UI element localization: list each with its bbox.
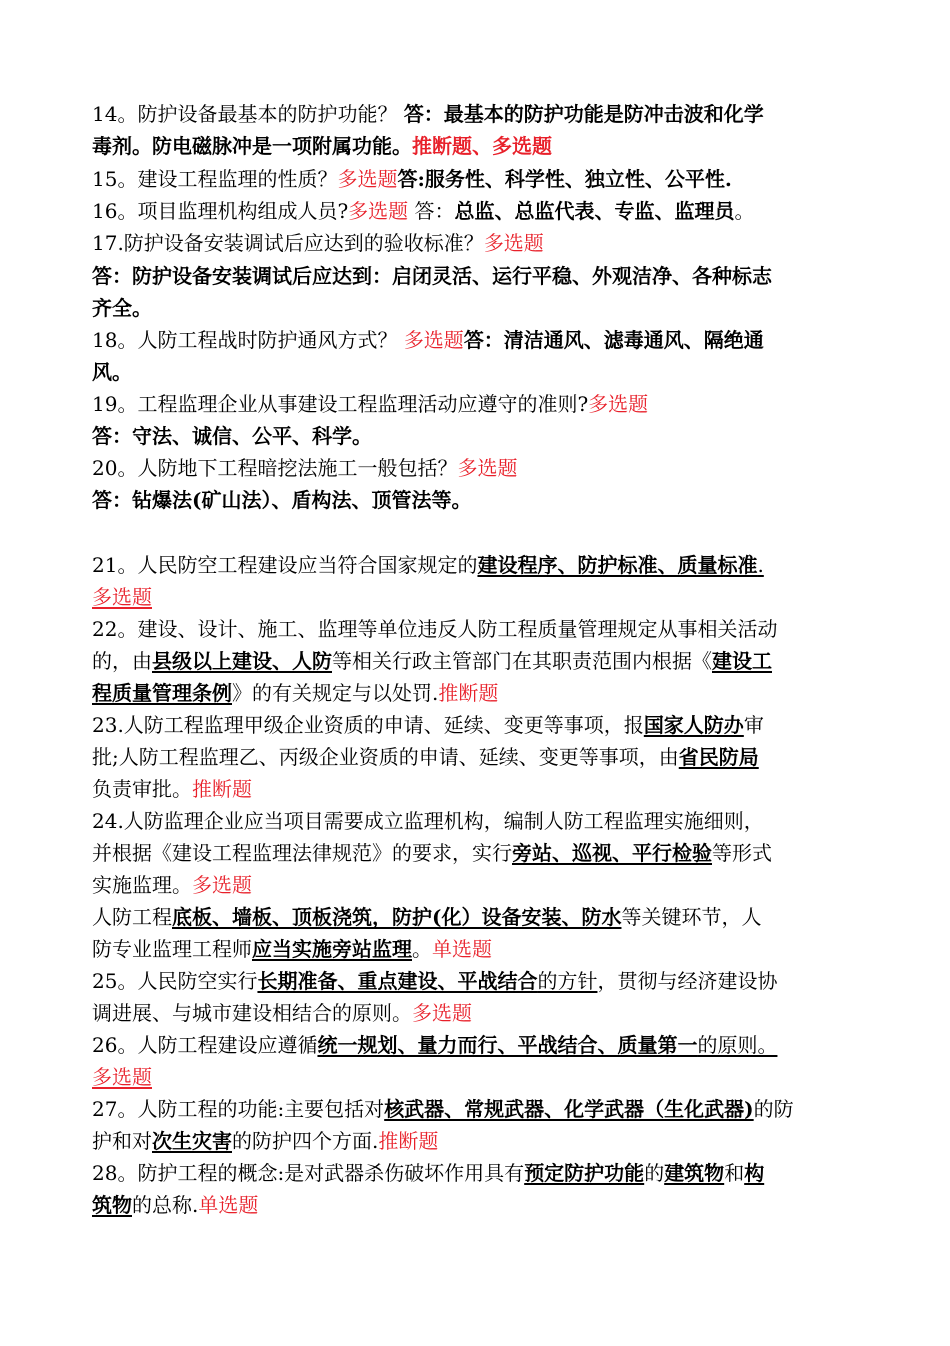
question-type-label: 多选题: [457, 456, 518, 480]
text-segment: 19。工程监理企业从事建设工程监理活动应遵守的准则?: [92, 392, 589, 416]
text-segment: 底板、墙板、顶板浇筑，防护(化）设备安装、防水: [172, 905, 622, 929]
text-line: [92, 1061, 872, 1093]
text-line: [92, 1125, 872, 1157]
text-segment: 的: [644, 1161, 665, 1185]
question-type-label: 推断题: [192, 777, 252, 801]
text-segment: 答：防护设备安装调试后应达到：启闭灵活、运行平稳、外观洁净、各种标志: [92, 264, 772, 288]
text-line: [92, 484, 872, 516]
text-segment: 17.防护设备安装调试后应达到的验收标准？: [92, 231, 484, 255]
text-segment: 答：清洁通风、滤毒通风、隔绝通: [463, 328, 764, 352]
text-segment: 毒剂。防电磁脉冲是一项附属功能。: [92, 134, 412, 158]
text-segment: 的防: [753, 1097, 794, 1121]
text-segment: 人防工程: [92, 905, 172, 929]
text-line: [92, 869, 872, 901]
text-segment: 预定防护功能: [524, 1161, 645, 1185]
question-type-label: 推断题: [438, 681, 499, 705]
text-segment: 长期准备、重点建设、平战结合: [257, 969, 538, 993]
question-type-label: 多选题: [412, 1001, 472, 1025]
text-segment: 建设程序、防护标准、质量标准: [477, 553, 758, 577]
question-type-label: 多选题: [92, 585, 152, 609]
text-segment: 。: [412, 937, 432, 961]
text-segment: 县级以上建设、人防: [152, 649, 332, 673]
text-line: [92, 388, 872, 420]
question-type-label: 多选题: [588, 392, 649, 416]
text-line: [92, 195, 872, 227]
text-segment: 建筑物: [664, 1161, 725, 1185]
text-segment: 总监、总监代表、专监、监理员: [454, 199, 735, 223]
text-segment: 核武器、常规武器、化学武器（生化武器): [384, 1097, 754, 1121]
text-segment: 》的有关规定与以处罚.: [232, 681, 439, 705]
text-line: [92, 933, 872, 965]
text-line: [92, 741, 872, 773]
text-segment: 答：: [408, 199, 455, 223]
text-line: [92, 227, 872, 259]
text-line: [92, 581, 872, 613]
question-type-label: 单选题: [198, 1193, 259, 1217]
text-segment: 风。: [92, 360, 132, 384]
text-segment: 22。建设、设计、施工、监理等单位违反人防工程质量管理规定从事相关活动: [92, 617, 778, 641]
text-segment: 26。人防工程建设应遵循: [92, 1033, 318, 1057]
question-type-label: 多选题: [348, 199, 409, 223]
question-type-label: 单选题: [432, 937, 492, 961]
text-segment: 推断题、多选题: [412, 134, 552, 158]
text-segment: 等形式: [712, 841, 772, 865]
text-segment: 建设工: [712, 649, 772, 673]
text-line: [92, 260, 872, 292]
text-line: [92, 645, 872, 677]
text-line: [92, 292, 872, 324]
text-line: [92, 773, 872, 805]
text-line: [92, 420, 872, 452]
text-segment: 护和对: [92, 1129, 152, 1153]
text-segment: 的原则。: [697, 1033, 778, 1057]
text-segment: 批;人防工程监理乙、丙级企业资质的申请、延续、变更等事项，由: [92, 745, 679, 769]
text-segment: 。: [734, 199, 755, 223]
text-segment: 23.人防工程监理甲级企业资质的申请、延续、变更等事项，报: [92, 713, 644, 737]
text-segment: 答：钻爆法(矿山法）、盾构法、顶管法等。: [92, 488, 472, 512]
text-segment: 15。建设工程监理的性质？: [92, 167, 338, 191]
text-line: [92, 163, 872, 195]
text-segment: 16。项目监理机构组成人员?: [92, 199, 349, 223]
text-segment: 的总称.: [132, 1193, 199, 1217]
text-segment: 的，由: [92, 649, 152, 673]
text-segment: 14。防护设备最基本的防护功能？: [92, 102, 404, 126]
question-type-label: 多选题: [483, 231, 544, 255]
question-type-label: 多选题: [337, 167, 398, 191]
question-type-label: 多选题: [403, 328, 464, 352]
text-segment: 构: [744, 1161, 765, 1185]
text-line: [92, 837, 872, 869]
question-type-label: 多选题: [92, 1065, 152, 1089]
text-segment: 等相关行政主管部门在其职责范围内根据《: [332, 649, 712, 673]
text-line: [92, 130, 872, 162]
text-line: [92, 677, 872, 709]
text-line: [92, 901, 872, 933]
text-segment: 统一规划、量力而行、平战结合、质量第一: [317, 1033, 698, 1057]
text-segment: 的防护四个方面.: [232, 1129, 379, 1153]
text-segment: ，贯彻与经济建设协: [597, 969, 778, 993]
text-line: [92, 1029, 872, 1061]
text-line: [92, 549, 872, 581]
text-line: [92, 1189, 872, 1221]
text-segment: 实施监理。: [92, 873, 192, 897]
text-segment: 筑物: [92, 1193, 132, 1217]
text-line: [92, 965, 872, 997]
text-segment: 和: [724, 1161, 745, 1185]
text-line: [92, 98, 872, 130]
text-segment: 旁站、巡视、平行检验: [512, 841, 712, 865]
text-segment: 齐全。: [92, 296, 152, 320]
question-type-label: 多选题: [192, 873, 252, 897]
text-segment: 程质量管理条例: [92, 681, 232, 705]
text-segment: 25。人民防空实行: [92, 969, 258, 993]
text-segment: 次生灾害: [152, 1129, 232, 1153]
text-segment: 应当实施旁站监理: [252, 937, 412, 961]
text-line: [92, 805, 872, 837]
text-segment: 等关键环节，人: [621, 905, 762, 929]
text-line: [92, 452, 872, 484]
text-segment: 省民防局: [678, 745, 759, 769]
question-type-label: 推断题: [378, 1129, 439, 1153]
text-line: [92, 997, 872, 1029]
text-segment: 24.人防监理企业应当项目需要成立监理机构，编制人防工程监理实施细则，: [92, 809, 764, 833]
text-segment: 21。人民防空工程建设应当符合国家规定的: [92, 553, 478, 577]
text-line: [92, 356, 872, 388]
text-segment: 并根据《建设工程监理法律规范》的要求，实行: [92, 841, 512, 865]
text-segment: 答:服务性、科学性、独立性、公平性.: [397, 167, 732, 191]
text-segment: 调进展、与城市建设相结合的原则。: [92, 1001, 412, 1025]
text-segment: 18。人防工程战时防护通风方式？: [92, 328, 404, 352]
text-line: [92, 613, 872, 645]
text-line: [92, 324, 872, 356]
text-segment: 负责审批。: [92, 777, 192, 801]
text-segment: 答：最基本的防护功能是防冲击波和化学: [403, 102, 764, 126]
text-line: [92, 1093, 872, 1125]
text-segment: 28。防护工程的概念:是对武器杀伤破坏作用具有: [92, 1161, 525, 1185]
text-segment: 答：守法、诚信、公平、科学。: [92, 424, 372, 448]
text-segment: 的方针: [537, 969, 598, 993]
text-segment: 审: [743, 713, 764, 737]
text-segment: 20。人防地下工程暗挖法施工一般包括？: [92, 456, 458, 480]
text-line: [92, 1157, 872, 1189]
text-segment: 防专业监理工程师: [92, 937, 252, 961]
text-segment: .: [757, 553, 764, 577]
text-segment: 国家人防办: [643, 713, 744, 737]
text-segment: 27。人防工程的功能:主要包括对: [92, 1097, 385, 1121]
text-line: [92, 709, 872, 741]
